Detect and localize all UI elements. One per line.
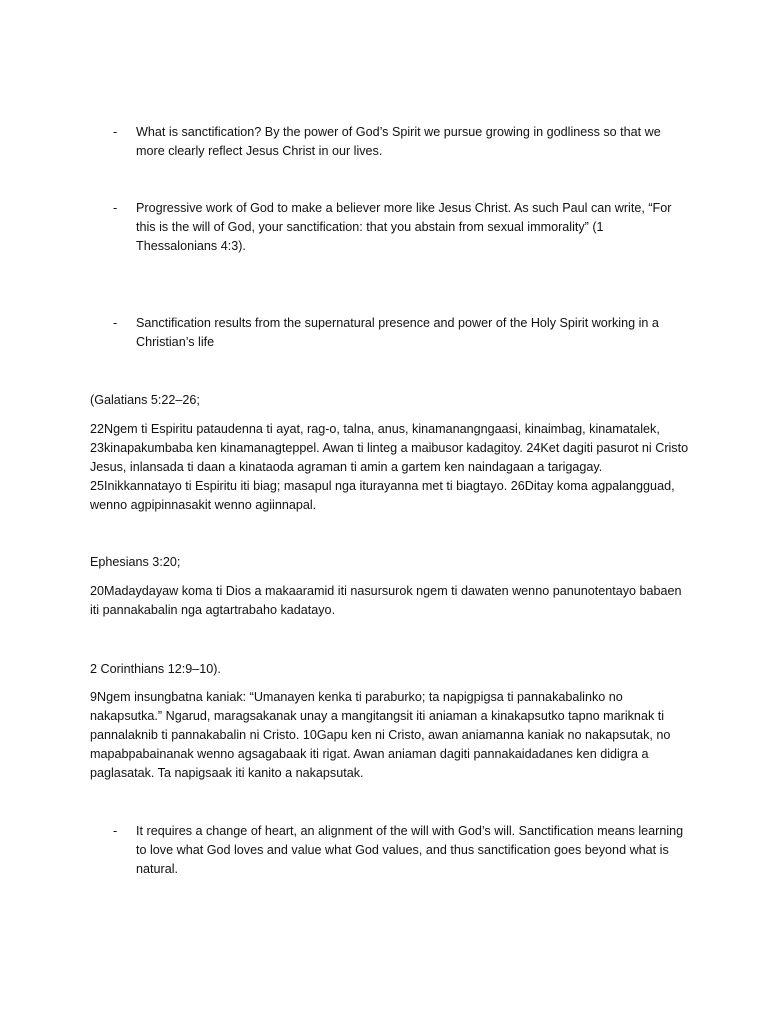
galatians-reference: (Galatians 5:22–26; [90, 393, 200, 407]
bullet-text-progressive-work: Progressive work of God to make a believer more like Jesus Christ. As such Paul can write, “For this is the will of God, your sanctification: that you abstain from sexual immorality” (1 Thessalonians 4:3). [136, 201, 672, 253]
bullet-item-3 [0, 314, 768, 354]
bullet-marker: - [113, 824, 118, 838]
bullet-text-sanctification-definition: What is sanctification? By the power of God’s Spirit we pursue growing in godliness so that we more clearly reflect Jesus Christ in our lives. [136, 125, 661, 158]
bullet-text-change-of-heart: It requires a change of heart, an alignment of the will with God’s will. Sanctification means learning to love what God loves and value what God values, and thus sanctification goes beyond what is natural. [136, 824, 684, 876]
bullet-item-2 [0, 199, 768, 259]
ephesians-text: 20Madaydayaw koma ti Dios a makaaramid iti nasursurok ngem ti dawaten wenno panunotentayo babaen iti pannakabalin nga agtartrabaho kadatayo. [90, 584, 682, 617]
galatians-text: 22Ngem ti Espiritu pataudenna ti ayat, rag-o, talna, anus, kinamanangngaasi, kinaimbag, kinamatalek, 23kinapakumbaba ken kinamanagteppel. Awan ti linteg a maibusor kadagitoy. 24Ket dagiti pasurot ni Cristo Jesus, inlansada ti daan a kinataoda agraman ti amin a gartem ken naindagaan a tarigagay. 25Inikkannatayo ti Espiritu iti biag; masapul nga iturayanna met ti biagtayo. 26Ditay koma agpalangguad, wenno agpipinnasakit wenno agiinnapal. [90, 422, 689, 512]
bullet-text-holy-spirit: Sanctification results from the supernatural presence and power of the Holy Spirit working in a Christian’s life [136, 316, 659, 349]
corinthians-reference: 2 Corinthians 12:9–10). [90, 662, 221, 676]
bullet-marker: - [113, 201, 118, 215]
bullet-item-1 [0, 123, 768, 163]
bullet-item-4 [0, 822, 768, 882]
ephesians-reference: Ephesians 3:20; [90, 555, 181, 569]
bullet-marker: - [113, 316, 118, 330]
corinthians-text: 9Ngem insungbatna kaniak: “Umanayen kenka ti paraburko; ta napigpigsa ti pannakabalinko no nakapsutka.” Ngarud, maragsakanak unay a mangitangsit iti aniaman a kinakapsutko tapno mariknak ti pannalaknib ti pannakabalin ni Cristo. 10Gapu ken ni Cristo, awan aniamanna kaniak no nakapsutak, no mapabpabainanak wenno agsagabaak iti rigat. Awan aniaman dagiti pannakaidadanes ken didigra a paglasatak. Ta napigsaak iti kanito a nakapsutak. [90, 690, 671, 780]
bullet-marker: - [113, 125, 118, 139]
